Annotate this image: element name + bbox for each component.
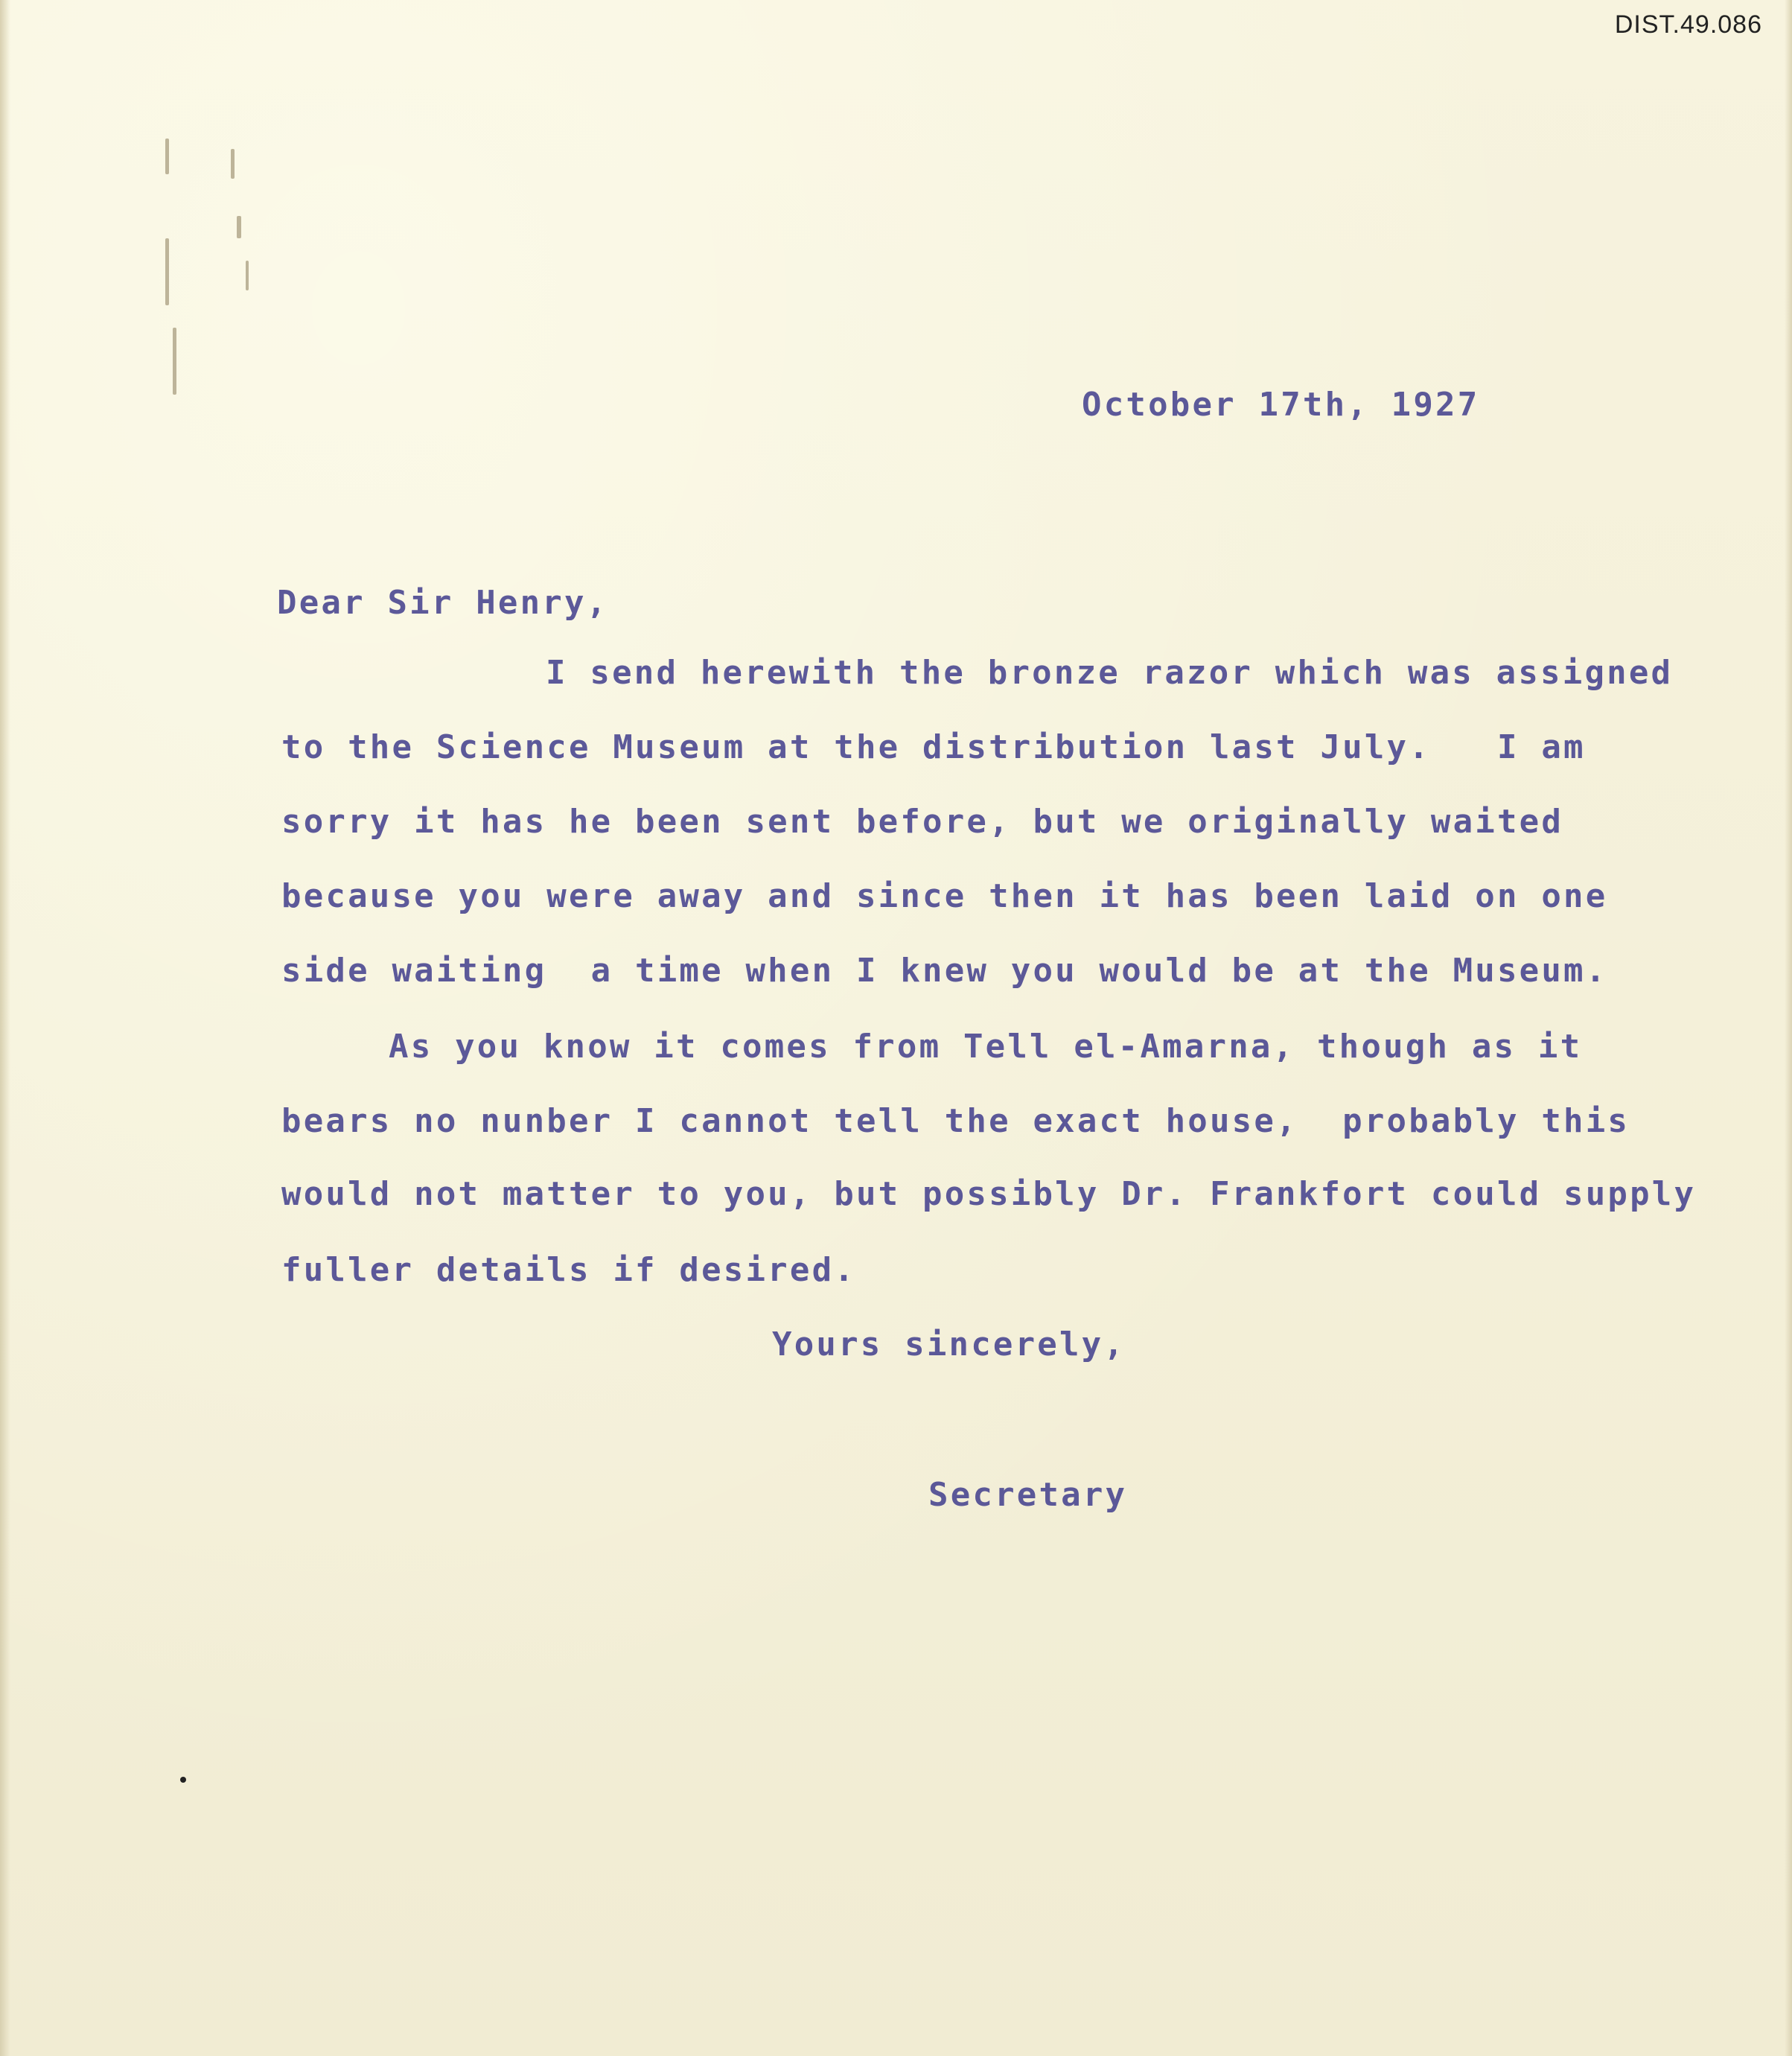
body-line: because you were away and since then it has been laid on one — [281, 877, 1608, 915]
paper-speck — [180, 1777, 186, 1783]
body-line: sorry it has he been sent before, but we originally waited — [281, 803, 1564, 841]
staple-mark — [165, 238, 169, 305]
paper-edge-right — [1785, 0, 1792, 2056]
reference-mark: DIST.49.086 — [1614, 10, 1762, 39]
staple-mark — [173, 328, 176, 395]
paper-edge-left — [0, 0, 10, 2056]
staple-mark — [165, 139, 169, 174]
body-line: bears no nunber I cannot tell the exact house, probably this — [281, 1102, 1630, 1140]
body-line: would not matter to you, but possibly Dr. Frankfort could supply — [281, 1175, 1697, 1213]
signature-title: Secretary — [928, 1476, 1128, 1514]
body-line: to the Science Museum at the distribution last July. I am — [281, 728, 1586, 766]
closing: Yours sincerely, — [772, 1325, 1126, 1363]
body-line: As you know it comes from Tell el-Amarna, though as it — [389, 1028, 1583, 1066]
staple-mark — [246, 261, 249, 290]
salutation: Dear Sir Henry, — [277, 584, 609, 622]
body-line: I send herewith the bronze razor which was assigned — [546, 654, 1674, 692]
letter-date: October 17th, 1927 — [1082, 386, 1480, 424]
staple-mark — [237, 216, 241, 238]
body-line: side waiting a time when I knew you would be at the Museum. — [281, 952, 1608, 990]
body-line: fuller details if desired. — [281, 1251, 856, 1289]
staple-mark — [231, 149, 235, 179]
